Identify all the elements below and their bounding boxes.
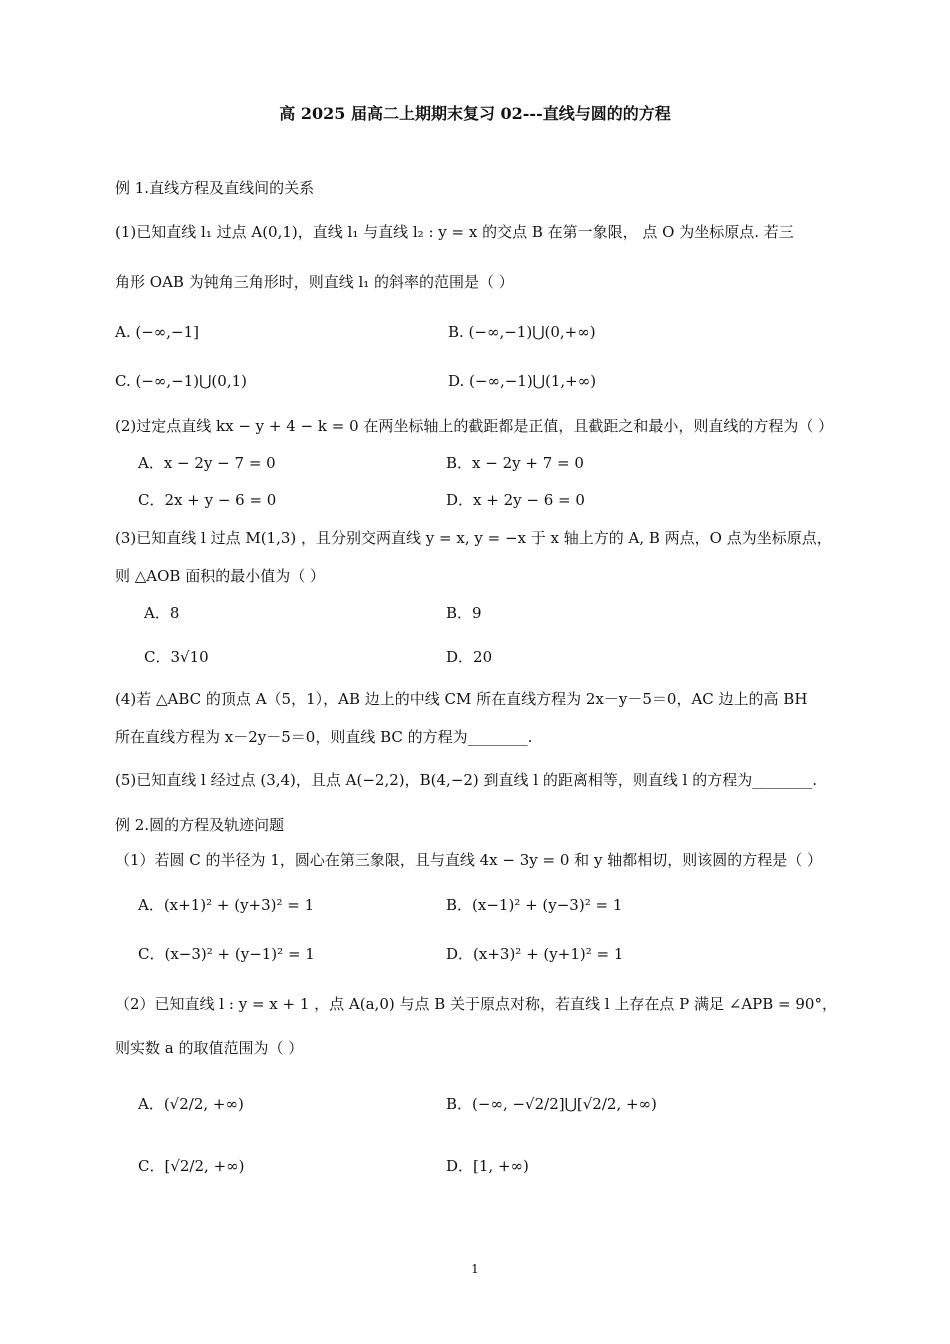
q2-1-stem: （1）若圆 C 的半径为 1，圆心在第三象限，且与直线 4x − 3y = 0 和 y 轴都相切，则该圆的方程是（ ） — [115, 851, 822, 869]
example-1-heading: 例 1.直线方程及直线间的关系 — [115, 179, 315, 197]
q2-2-option-b: B．(−∞, −√2/2]⋃[√2/2, +∞) — [446, 1095, 657, 1113]
example-2-heading: 例 2.圆的方程及轨迹问题 — [115, 816, 285, 834]
q2-1-option-c: C．(x−3)² + (y−1)² = 1 — [138, 945, 315, 963]
q1-1-stem-line2: 角形 OAB 为钝角三角形时，则直线 l₁ 的斜率的范围是（ ） — [115, 273, 514, 291]
q1-2-option-d: D．x + 2y − 6 = 0 — [446, 491, 585, 509]
q1-5-stem: (5)已知直线 l 经过点 (3,4)，且点 A(−2,2)，B(4,−2) 到直线 l 的距离相等，则直线 l 的方程为________. — [115, 771, 817, 789]
q2-2-option-d: D．[1, +∞) — [446, 1157, 529, 1175]
q1-2-stem: (2)过定点直线 kx − y + 4 − k = 0 在两坐标轴上的截距都是正值，且截距之和最小，则直线的方程为（ ） — [115, 417, 834, 435]
page-title: 高 2025 届高二上期期末复习 02---直线与圆的的方程 — [279, 104, 671, 123]
q2-1-option-b: B．(x−1)² + (y−3)² = 1 — [446, 896, 623, 914]
q1-2-option-a: A．x − 2y − 7 = 0 — [138, 454, 276, 472]
q2-2-stem-line1: （2）已知直线 l : y = x + 1 ，点 A(a,0) 与点 B 关于原点对称，若直线 l 上存在点 P 满足 ∠APB = 90°， — [115, 995, 837, 1013]
q2-2-option-c: C．[√2/2, +∞) — [138, 1157, 245, 1175]
q1-1-option-d: D. (−∞,−1)⋃(1,+∞) — [448, 372, 597, 390]
page-number: 1 — [471, 1262, 479, 1276]
q1-1-option-c: C. (−∞,−1)⋃(0,1) — [115, 372, 247, 390]
q1-3-option-b: B．9 — [446, 604, 482, 622]
q1-1-option-b: B. (−∞,−1)⋃(0,+∞) — [448, 323, 596, 341]
q1-3-stem-line1: (3)已知直线 l 过点 M(1,3) ，且分别交两直线 y = x, y = −x 于 x 轴上方的 A, B 两点，O 点为坐标原点， — [115, 529, 832, 547]
q1-2-option-c: C．2x + y − 6 = 0 — [138, 491, 277, 509]
q1-3-option-d: D．20 — [446, 648, 493, 666]
q1-4-stem-line2: 所在直线方程为 x－2y－5＝0，则直线 BC 的方程为________. — [115, 728, 533, 746]
q1-1-option-a: A. (−∞,−1] — [115, 323, 200, 341]
q1-4-stem-line1: (4)若 △ABC 的顶点 A（5，1），AB 边上的中线 CM 所在直线方程为 2x－y－5＝0，AC 边上的高 BH — [115, 690, 808, 708]
q1-3-option-a: A．8 — [144, 604, 180, 622]
q1-1-stem-line1: (1)已知直线 l₁ 过点 A(0,1)，直线 l₁ 与直线 l₂ : y = x 的交点 B 在第一象限， 点 O 为坐标原点. 若三 — [115, 223, 794, 241]
q1-3-option-c: C．3√10 — [144, 648, 209, 666]
q1-3-stem-line2: 则 △AOB 面积的最小值为（ ） — [115, 567, 325, 585]
q2-1-option-d: D．(x+3)² + (y+1)² = 1 — [446, 945, 624, 963]
q2-2-stem-line2: 则实数 a 的取值范围为（ ） — [115, 1039, 304, 1057]
q2-2-option-a: A．(√2/2, +∞) — [138, 1095, 244, 1113]
q1-2-option-b: B．x − 2y + 7 = 0 — [446, 454, 584, 472]
q2-1-option-a: A．(x+1)² + (y+3)² = 1 — [138, 896, 315, 914]
